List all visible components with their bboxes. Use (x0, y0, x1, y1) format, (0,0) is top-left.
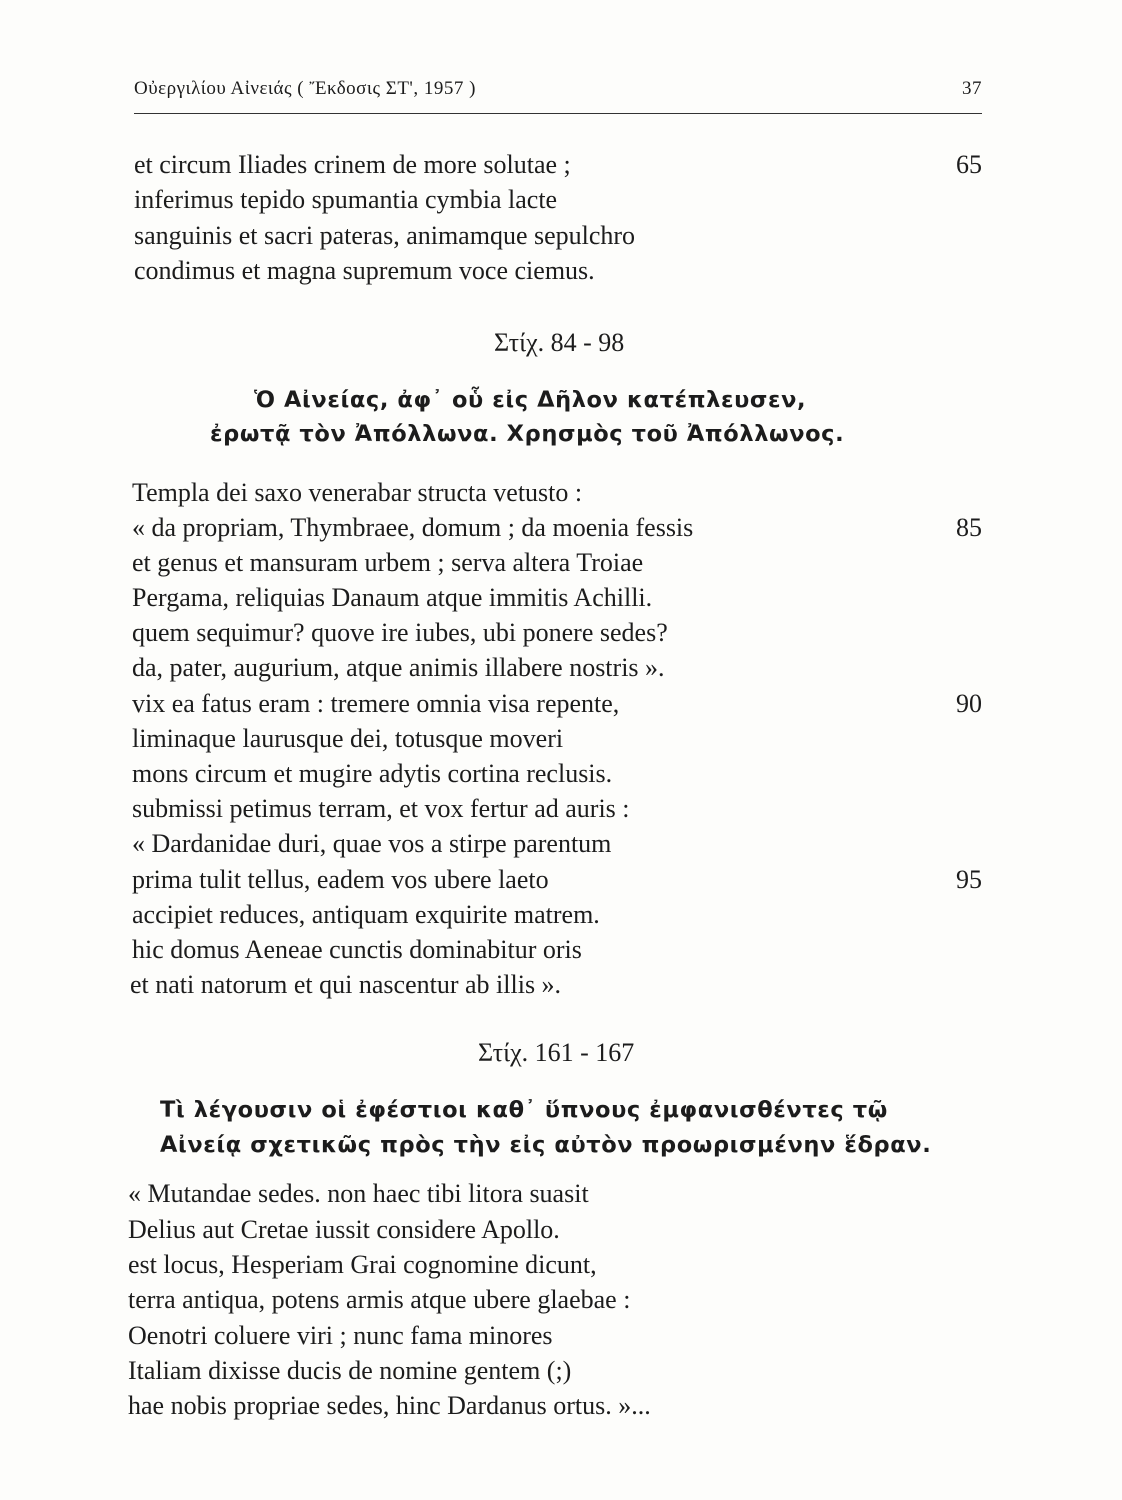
verse-line: et circum Iliades crinem de more solutae ; 65 (0, 147, 1122, 182)
verse-line: Pergama, reliquias Danaum atque immitis Achilli. (132, 583, 653, 612)
verse-line: quem sequimur? quove ire iubes, ubi ponere sedes? (132, 618, 668, 647)
page-number: 37 (962, 78, 982, 99)
verse-line: est locus, Hesperiam Grai cognomine dicunt, (128, 1250, 597, 1279)
verse-line: da, pater, augurium, atque animis illabere nostris ». (132, 653, 665, 682)
verse-line: « Dardanidae duri, quae vos a stirpe parentum (132, 829, 612, 858)
section-heading-line: ἐρωτᾷ τὸν Ἀπόλλωνα. Χρησμὸς τοῦ Ἀπόλλωνος. (210, 421, 845, 447)
verse-line: accipiet reduces, antiquam exquirite matrem. (132, 900, 600, 929)
header-rule (134, 113, 982, 114)
verse-line: et nati natorum et qui nascentur ab illis ». (130, 970, 562, 999)
verse-line: « Mutandae sedes. non haec tibi litora suasit (128, 1179, 589, 1208)
verse-line: « da propriam, Thymbraee, domum ; da moenia fessis 85 (0, 510, 1122, 545)
verse-line: submissi petimus terram, et vox fertur ad auris : (132, 794, 630, 823)
line-number: 85 (956, 513, 982, 542)
verse-line: sanguinis et sacri pateras, animamque sepulchro (134, 221, 636, 250)
verse-line: hae nobis propriae sedes, hinc Dardanus ortus. »... (128, 1391, 651, 1420)
verse-line: vix ea fatus eram : tremere omnia visa repente, 90 (0, 686, 1122, 721)
verse-line: Italiam dixisse ducis de nomine gentem (;) (128, 1356, 572, 1385)
verse-line: Delius aut Cretae iussit considere Apollo. (128, 1215, 560, 1244)
verse-line: hic domus Aeneae cunctis dominabitur oris (132, 935, 582, 964)
running-header (134, 78, 982, 100)
verse-line: inferimus tepido spumantia cymbia lacte (134, 185, 558, 214)
verse-line: prima tulit tellus, eadem vos ubere laeto 95 (0, 862, 1122, 897)
book-page: Οὐεργιλίου Αἰνειάς ( Ἔκδοσις ΣΤ', 1957 ) 37 et circum Iliades crinem de more solutae ; 65 inferimus tepido spumantia cymbia lacte sanguinis et sacri pateras, animamque sepulchro condimus et magna supremum voce ciemus. Στίχ. 84 - 98 Ὁ Αἰνείας, ἀφ᾽ οὗ εἰς Δῆλον κατέπλευσεν, ἐρωτᾷ τὸν Ἀπόλλωνα. Χρησμὸς τοῦ Ἀπόλλωνος. Templa dei saxo venerabar structa vetusto : « da propriam, Thymbraee, domum ; da moenia fessis 85 et genus et mansuram urbem ; serva altera Troiae Pergama, reliquias Danaum atque immitis Achilli. quem sequimur? quove ire iubes, ubi ponere sedes? da, pater, augurium, atque animis illabere nostris ». vix ea fatus eram : tremere omnia visa repente, 90 liminaque laurusque dei, totusque moveri mons circum et mugire adytis cortina reclusis. submissi petimus terram, et vox fertur ad auris : « Dardanidae duri, quae vos a stirpe parentum prima tulit tellus, eadem vos ubere laeto 95 accipiet reduces, antiquam exquirite matrem. hic domus Aeneae cunctis dominabitur oris et nati natorum et qui nascentur ab illis ». Στίχ. 161 - 167 Τὶ λέγουσιν οἱ ἐφέστιοι καθ᾽ ὕπνους ἐμφανισθέντες τῷ Αἰνείᾳ σχετικῶς πρὸς τὴν εἰς αὐτὸν προωρισμένην ἕδραν. « Mutandae sedes. non haec tibi litora suasit Delius aut Cretae iussit considere Apollo. est locus, Hesperiam Grai cognomine dicunt, terra antiqua, potens armis atque ubere glaebae : Oenotri coluere viri ; nunc fama minores Italiam dixisse ducis de nomine gentem (;) hae nobis propriae sedes, hinc Dardanus ortus. »... (0, 0, 1122, 1500)
verse-line: condimus et magna supremum voce ciemus. (134, 256, 595, 285)
verse-line: Oenotri coluere viri ; nunc fama minores (128, 1321, 553, 1350)
running-title: Οὐεργιλίου Αἰνειάς ( Ἔκδοσις ΣΤ', 1957 ) (134, 78, 476, 99)
section-heading-line: Ὁ Αἰνείας, ἀφ᾽ οὗ εἰς Δῆλον κατέπλευσεν, (254, 387, 807, 413)
verse-line: terra antiqua, potens armis atque ubere glaebae : (128, 1285, 631, 1314)
verse-line: mons circum et mugire adytis cortina reclusis. (132, 759, 613, 788)
section-heading-line: Τὶ λέγουσιν οἱ ἐφέστιοι καθ᾽ ὕπνους ἐμφανισθέντες τῷ (160, 1097, 888, 1123)
line-number: 95 (956, 865, 982, 894)
verse-line: liminaque laurusque dei, totusque moveri (132, 724, 564, 753)
verse-line: et genus et mansuram urbem ; serva altera Troiae (132, 548, 644, 577)
section-heading-line: Αἰνείᾳ σχετικῶς πρὸς τὴν εἰς αὐτὸν προωρισμένην ἕδραν. (160, 1132, 932, 1158)
line-number: 90 (956, 689, 982, 718)
line-number: 65 (956, 150, 982, 179)
verse-line: Templa dei saxo venerabar structa vetusto : (132, 478, 583, 507)
